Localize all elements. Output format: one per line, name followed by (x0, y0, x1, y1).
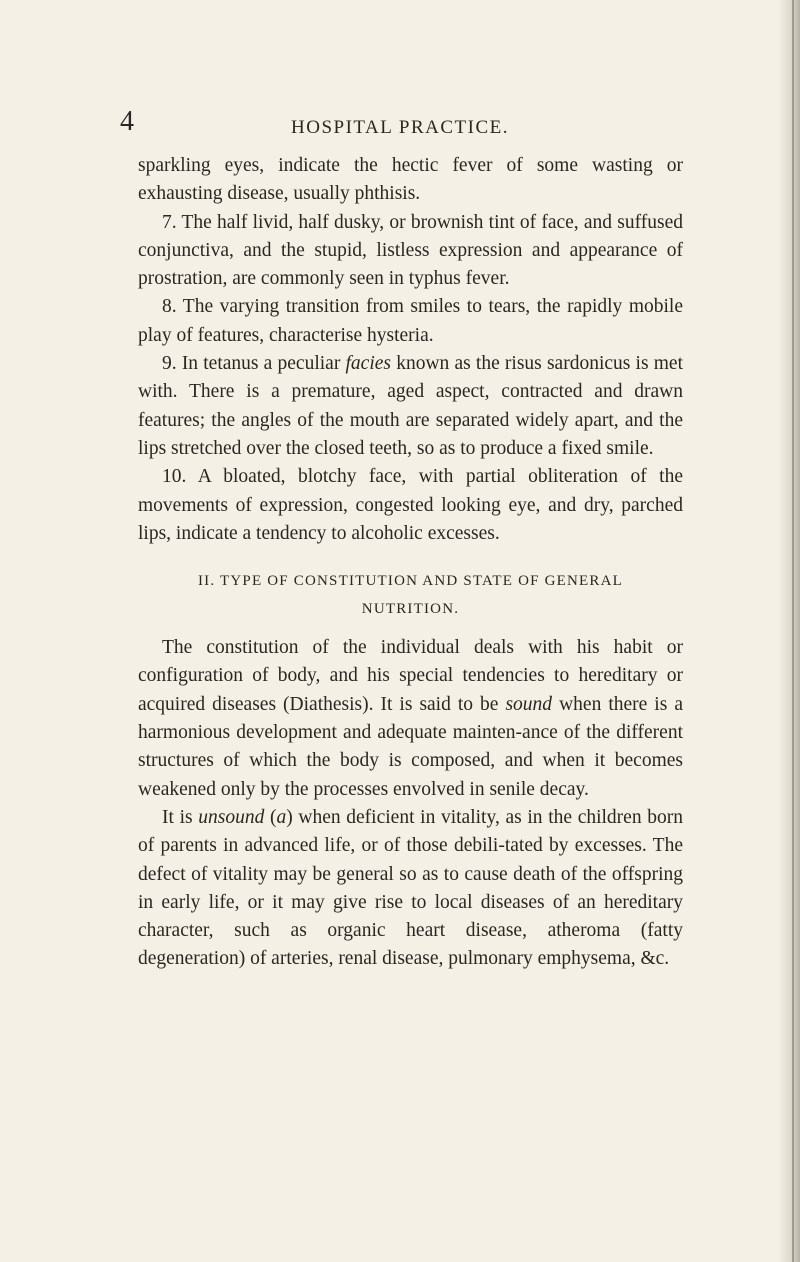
italic-term-a: a (276, 806, 287, 828)
paragraph-text: ( (264, 806, 277, 828)
paragraph-continuation: sparkling eyes, indicate the hectic fever of some wasting or exhausting disease, usually phthisis. (138, 155, 683, 205)
running-head: HOSPITAL PRACTICE. (291, 117, 509, 138)
text-column (138, 152, 683, 974)
page-number: 4 (120, 106, 134, 137)
paragraph-text: ) when deficient in vitality, as in the children born of parents in advanced life, or of those debili-tated by excesses. The defect of vitality may be general so as to cause death of the offspring in early life, or it may give rise to local diseases of an hereditary character, such as organic heart disease, atheroma (fatty degeneration) of arteries, renal disease, pulmonary emphysema, &c. (138, 806, 683, 970)
italic-term-unsound: unsound (198, 806, 265, 828)
paragraph-text: It is (162, 806, 199, 828)
paragraph-constitution (138, 634, 683, 804)
paragraph-item-10: 10. A bloated, blotchy face, with partial obliteration of the movements of expression, congested looking eye, and dry, parched lips, indicate a tendency to alcoholic excesses. (138, 466, 683, 544)
italic-term-facies: facies (345, 353, 391, 375)
paragraph-unsound (138, 804, 683, 974)
paragraph-text: when there is a harmonious development and adequate mainten-ance of the different structures of which the body is composed, and when it becomes weakened only by the processes envolved in senile decay. (138, 693, 683, 800)
paragraph-item-9 (138, 350, 683, 463)
page-edge-shadow (778, 0, 800, 1262)
paragraph-text: 9. In tetanus a peculiar (162, 353, 346, 375)
paragraph-text: known as the risus sardonicus is met with. There is a premature, aged aspect, contracted and drawn features; the angles of the mouth are separated widely apart, and the lips stretched over the closed teeth, so as to produce a fixed smile. (138, 353, 683, 459)
paragraph-text: The constitution of the individual deals with his habit or configuration of body, and his special tendencies to hereditary or acquired diseases (Diathesis). It is said to be (138, 637, 683, 715)
paragraph-item-8: 8. The varying transition from smiles to tears, the rapidly mobile play of features, characterise hysteria. (138, 296, 683, 346)
section-heading (138, 567, 683, 623)
section-heading-line-2: NUTRITION. (361, 601, 460, 618)
paragraph-item-7: 7. The half livid, half dusky, or brownish tint of face, and suffused conjunctiva, and the stupid, listless expression and appearance of prostration, are commonly seen in typhus fever. (138, 211, 683, 290)
section-heading-line-1: II. TYPE OF CONSTITUTION AND STATE OF GENERAL (197, 573, 623, 590)
italic-term-sound: sound (505, 693, 553, 715)
page-edge-line (792, 0, 794, 1262)
